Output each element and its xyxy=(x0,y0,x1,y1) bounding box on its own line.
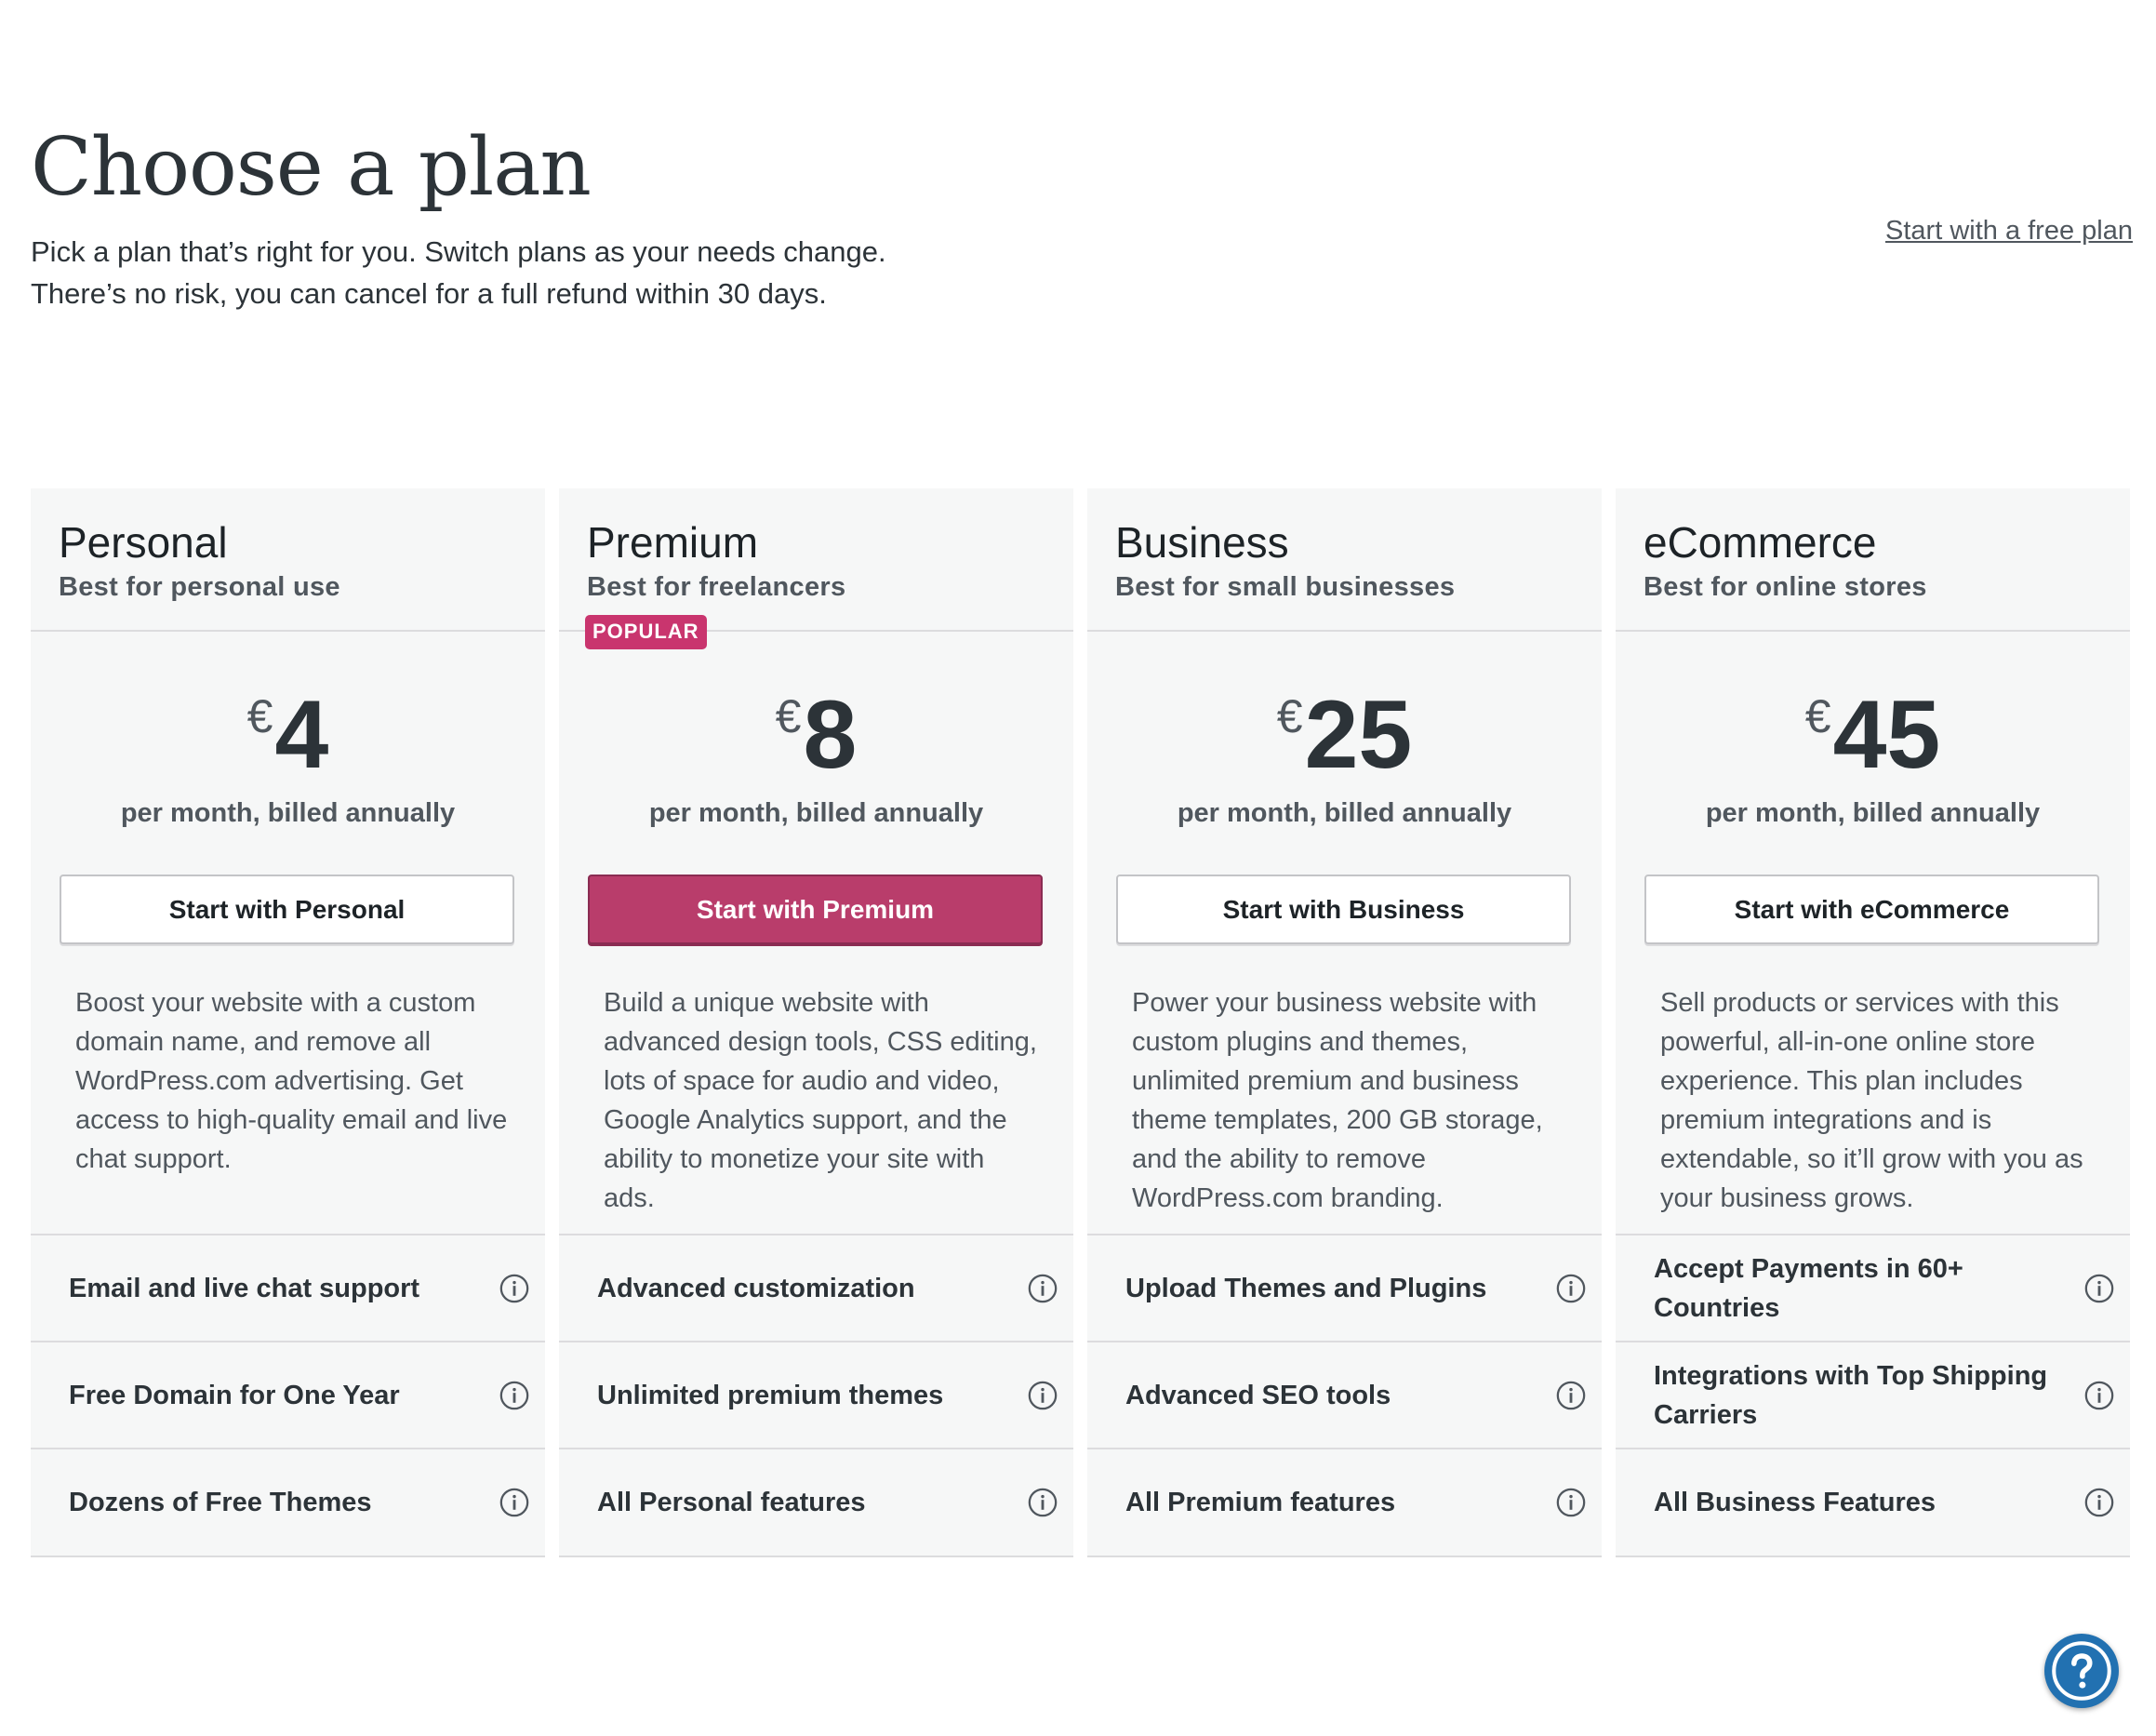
feature-label: Advanced customization xyxy=(597,1273,915,1303)
start-business-button[interactable]: Start with Business xyxy=(1116,875,1571,944)
feature-list xyxy=(559,1234,1073,1555)
plan-tagline: Best for small businesses xyxy=(1115,572,1456,602)
plan-card-ecommerce xyxy=(1616,488,2130,1557)
currency-symbol: € xyxy=(1804,690,1831,742)
popular-badge: POPULAR xyxy=(585,615,707,649)
feature-item xyxy=(559,1235,1073,1342)
feature-label: All Premium features xyxy=(1125,1487,1396,1517)
plan-description: Build a unique website with advanced design tools, CSS editing, lots of space for audio and video, Google Analytics support, and the ability to monetize your site with ads. xyxy=(604,988,1037,1213)
plan-price xyxy=(559,674,1073,795)
info-icon[interactable] xyxy=(1027,1487,1058,1518)
info-icon[interactable] xyxy=(2083,1487,2115,1518)
info-icon[interactable] xyxy=(499,1487,530,1518)
plan-tagline: Best for online stores xyxy=(1644,572,1927,602)
billing-period: per month, billed annually xyxy=(120,798,456,828)
info-icon[interactable] xyxy=(1027,1273,1058,1304)
feature-label: Accept Payments in 60+ Countries xyxy=(1654,1253,1963,1323)
info-icon[interactable] xyxy=(1555,1487,1587,1518)
plan-header xyxy=(559,488,1073,643)
plan-card-business xyxy=(1087,488,1602,1557)
feature-label: Free Domain for One Year xyxy=(69,1380,400,1410)
plan-header xyxy=(1616,488,2130,632)
feature-label: Email and live chat support xyxy=(69,1273,420,1303)
feature-label: Unlimited premium themes xyxy=(597,1380,944,1410)
price-amount: 45 xyxy=(1832,681,1941,789)
feature-label: Advanced SEO tools xyxy=(1125,1380,1391,1410)
plan-header xyxy=(31,488,545,632)
feature-item xyxy=(1616,1342,2130,1449)
feature-label: Integrations with Top Shipping Carriers xyxy=(1654,1360,2048,1430)
feature-item xyxy=(1087,1235,1602,1342)
subtitle-line: There’s no risk, you can cancel for a full refund within 30 days. xyxy=(31,277,827,310)
plan-description: Boost your website with a custom domain name, and remove all WordPress.com advertising. Get access to high-quality email and live chat support. xyxy=(75,988,508,1174)
plan-description: Power your business website with custom plugins and themes, unlimited premium and business theme templates, 200 GB storage, and the ability to remove WordPress.com branding. xyxy=(1132,988,1543,1213)
billing-period: per month, billed annually xyxy=(1177,798,1512,828)
plan-price xyxy=(1087,674,1602,795)
info-icon[interactable] xyxy=(2083,1380,2115,1411)
billing-period: per month, billed annually xyxy=(1705,798,2041,828)
plan-tagline: Best for personal use xyxy=(59,572,340,602)
info-icon[interactable] xyxy=(1555,1273,1587,1304)
price-amount: 4 xyxy=(274,681,329,789)
info-icon[interactable] xyxy=(2083,1273,2115,1304)
plan-price xyxy=(1616,674,2130,795)
feature-item xyxy=(1087,1449,1602,1555)
start-premium-button[interactable]: Start with Premium xyxy=(588,875,1043,944)
price-amount: 8 xyxy=(803,681,858,789)
info-icon[interactable] xyxy=(499,1273,530,1304)
plans-grid xyxy=(31,488,2130,1557)
feature-list xyxy=(31,1234,545,1555)
feature-list xyxy=(1087,1234,1602,1555)
help-button[interactable] xyxy=(2044,1634,2119,1708)
start-ecommerce-button[interactable]: Start with eCommerce xyxy=(1644,875,2099,944)
feature-item xyxy=(31,1449,545,1555)
page-title: Choose a plan xyxy=(31,121,591,214)
page-subtitle xyxy=(31,231,886,314)
currency-symbol: € xyxy=(1276,690,1303,742)
start-personal-button[interactable]: Start with Personal xyxy=(60,875,514,944)
plan-name: Premium xyxy=(587,518,759,567)
plan-card-premium xyxy=(559,488,1073,1557)
plan-name: Business xyxy=(1115,518,1289,567)
feature-item xyxy=(559,1342,1073,1449)
feature-label: Upload Themes and Plugins xyxy=(1125,1273,1487,1303)
feature-list xyxy=(1616,1234,2130,1555)
feature-label: All Personal features xyxy=(597,1487,866,1517)
subtitle-line: Pick a plan that’s right for you. Switch plans as your needs change. xyxy=(31,235,886,268)
feature-item xyxy=(1087,1342,1602,1449)
help-question-icon xyxy=(2049,1638,2114,1703)
feature-item xyxy=(31,1342,545,1449)
feature-item xyxy=(1616,1449,2130,1555)
plan-header xyxy=(1087,488,1602,632)
info-icon[interactable] xyxy=(1555,1380,1587,1411)
plan-price xyxy=(31,674,545,795)
feature-item xyxy=(31,1235,545,1342)
plan-tagline: Best for freelancers xyxy=(587,572,846,602)
plan-description: Sell products or services with this powerful, all-in-one online store experience. This plan includes premium integrations and is extendable, so it’ll grow with you as your business grows. xyxy=(1660,988,2083,1213)
info-icon[interactable] xyxy=(1027,1380,1058,1411)
feature-label: Dozens of Free Themes xyxy=(69,1487,372,1517)
feature-label: All Business Features xyxy=(1654,1487,1936,1517)
plan-name: Personal xyxy=(59,518,228,567)
currency-symbol: € xyxy=(775,690,802,742)
plan-name: eCommerce xyxy=(1644,518,1877,567)
currency-symbol: € xyxy=(246,690,273,742)
free-plan-link[interactable]: Start with a free plan xyxy=(1885,216,2133,246)
feature-item xyxy=(1616,1235,2130,1342)
billing-period: per month, billed annually xyxy=(648,798,984,828)
plan-card-personal xyxy=(31,488,545,1557)
info-icon[interactable] xyxy=(499,1380,530,1411)
feature-item xyxy=(559,1449,1073,1555)
price-amount: 25 xyxy=(1304,681,1413,789)
